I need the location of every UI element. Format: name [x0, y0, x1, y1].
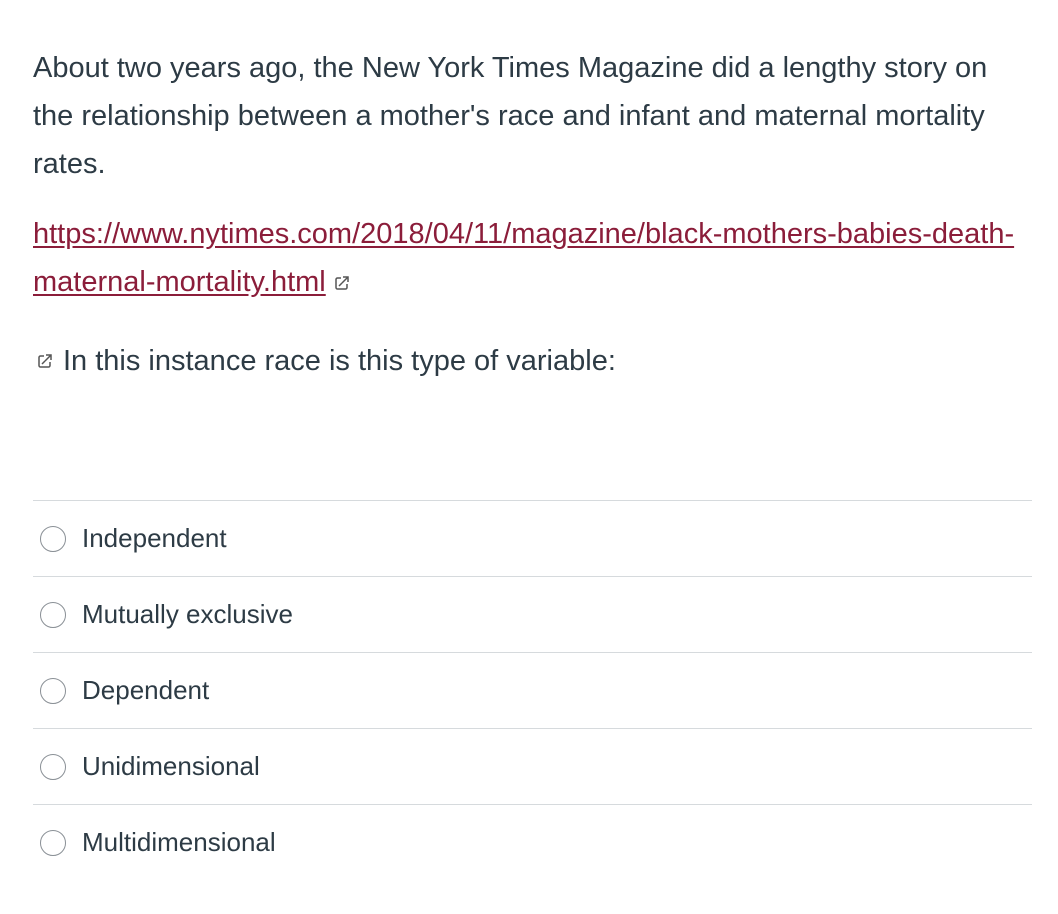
answer-option-mutually-exclusive[interactable]: [33, 577, 1032, 653]
answer-option-dependent[interactable]: [33, 653, 1032, 729]
radio-button[interactable]: [40, 830, 66, 856]
radio-button[interactable]: [40, 526, 66, 552]
answer-option-independent[interactable]: [33, 501, 1032, 577]
question-intro: About two years ago, the New York Times Magazine did a lengthy story on the relationship between a mother's race and infant and maternal mortality rates.: [33, 52, 988, 180]
answer-label: Multidimensional: [82, 827, 276, 857]
answer-option-multidimensional[interactable]: [33, 805, 1032, 880]
article-link[interactable]: https://www.nytimes.com/2018/04/11/magazine/black-mothers-babies-death-maternal-mortality.html: [33, 218, 1015, 298]
question-text: [33, 44, 1033, 385]
answer-label: Dependent: [82, 675, 210, 705]
question-prompt-row: [33, 337, 1033, 385]
answer-label: Independent: [82, 523, 227, 553]
external-link-icon[interactable]: [334, 275, 350, 291]
radio-button[interactable]: [40, 754, 66, 780]
radio-button[interactable]: [40, 602, 66, 628]
answer-label: Unidimensional: [82, 751, 260, 781]
article-link-block: [33, 210, 1033, 306]
question-prompt: In this instance race is this type of variable:: [63, 345, 616, 377]
answer-list: [33, 500, 1032, 880]
answer-label: Mutually exclusive: [82, 599, 293, 629]
external-link-icon[interactable]: [37, 353, 53, 369]
radio-button[interactable]: [40, 678, 66, 704]
answer-option-unidimensional[interactable]: [33, 729, 1032, 805]
